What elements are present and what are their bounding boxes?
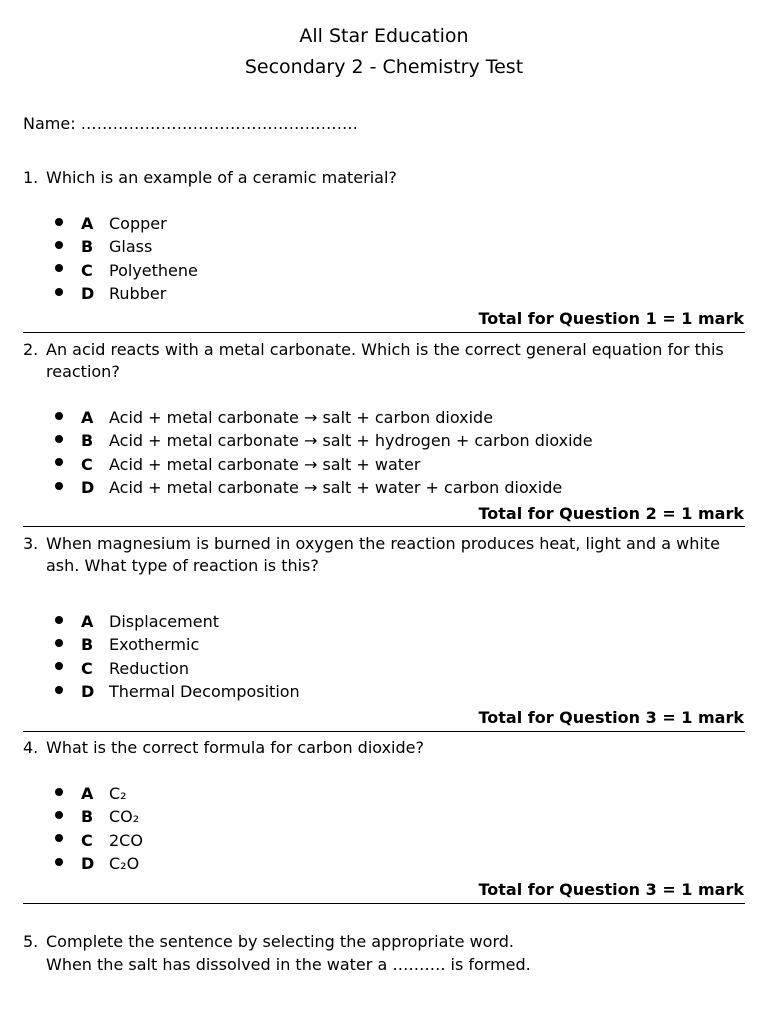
question-1 xyxy=(23,167,743,189)
question-text-line-2: When the salt has dissolved in the water a ………. is formed. xyxy=(46,955,531,974)
question-text: Which is an example of a ceramic material? xyxy=(46,168,397,187)
option-letter: C xyxy=(81,830,93,850)
question-text: When magnesium is burned in oxygen the reaction produces heat, light and a white ash. What type of reaction is this? xyxy=(46,534,720,575)
option-c[interactable] xyxy=(55,259,198,282)
option-text: Acid + metal carbonate → salt + carbon dioxide xyxy=(109,408,494,427)
question-5 xyxy=(23,931,743,976)
option-text: CO₂ xyxy=(109,807,140,827)
option-letter: A xyxy=(81,408,94,427)
option-letter: C xyxy=(81,454,93,474)
option-c[interactable] xyxy=(55,829,143,852)
question-4-total: Total for Question 3 = 1 mark xyxy=(478,880,744,899)
option-text: 2CO xyxy=(109,830,143,850)
option-b[interactable] xyxy=(55,429,593,452)
option-a[interactable] xyxy=(55,610,300,633)
divider xyxy=(23,332,745,333)
option-text: Acid + metal carbonate → salt + hydrogen + carbon dioxide xyxy=(109,431,593,451)
option-letter: B xyxy=(81,431,94,451)
question-number: 5. xyxy=(23,932,39,951)
option-b[interactable] xyxy=(55,235,198,258)
test-title: Secondary 2 - Chemistry Test xyxy=(244,56,524,78)
option-a[interactable] xyxy=(55,782,143,805)
option-letter: D xyxy=(81,283,95,303)
name-field[interactable]: Name: ……………………………………………. xyxy=(23,114,358,133)
question-text: Complete the sentence by selecting the appropriate word. xyxy=(46,932,514,951)
option-text: Copper xyxy=(109,214,167,233)
option-d[interactable] xyxy=(55,476,593,499)
question-text: An acid reacts with a metal carbonate. Which is the correct general equation for this reaction? xyxy=(46,340,724,381)
option-letter: C xyxy=(81,658,93,678)
question-2 xyxy=(23,339,743,383)
option-letter: A xyxy=(81,612,94,631)
question-text: What is the correct formula for carbon dioxide? xyxy=(46,738,424,757)
option-d[interactable] xyxy=(55,852,143,875)
divider xyxy=(23,526,745,527)
question-3-total: Total for Question 3 = 1 mark xyxy=(478,708,744,727)
bullet-icon xyxy=(55,241,63,249)
bullet-icon xyxy=(55,686,63,694)
question-1-options xyxy=(55,212,198,305)
option-c[interactable] xyxy=(55,453,593,476)
question-1-total: Total for Question 1 = 1 mark xyxy=(478,309,744,328)
option-text: Thermal Decomposition xyxy=(109,681,300,701)
bullet-icon xyxy=(55,616,63,624)
option-text: Acid + metal carbonate → salt + water + carbon dioxide xyxy=(109,477,563,497)
question-4 xyxy=(23,737,743,759)
question-2-total: Total for Question 2 = 1 mark xyxy=(478,504,744,523)
question-number: 3. xyxy=(23,534,39,553)
option-letter: D xyxy=(81,853,95,873)
option-d[interactable] xyxy=(55,282,198,305)
option-b[interactable] xyxy=(55,633,300,656)
bullet-icon xyxy=(55,858,63,866)
bullet-icon xyxy=(55,264,63,272)
option-letter: D xyxy=(81,477,95,497)
bullet-icon xyxy=(55,482,63,490)
option-text: Exothermic xyxy=(109,635,200,655)
bullet-icon xyxy=(55,435,63,443)
divider xyxy=(23,731,745,732)
option-a[interactable] xyxy=(55,406,593,429)
option-text: Polyethene xyxy=(109,260,198,280)
option-letter: B xyxy=(81,635,94,655)
option-a[interactable] xyxy=(55,212,198,235)
option-letter: B xyxy=(81,237,94,257)
bullet-icon xyxy=(55,412,63,420)
question-4-options xyxy=(55,782,143,875)
bullet-icon xyxy=(55,811,63,819)
option-text: C₂O xyxy=(109,853,140,873)
option-letter: D xyxy=(81,681,95,701)
option-text: C₂ xyxy=(109,784,127,803)
bullet-icon xyxy=(55,662,63,670)
bullet-icon xyxy=(55,788,63,796)
bullet-icon xyxy=(55,639,63,647)
option-text: Reduction xyxy=(109,658,189,678)
bullet-icon xyxy=(55,834,63,842)
option-d[interactable] xyxy=(55,680,300,703)
school-name: All Star Education xyxy=(299,25,469,47)
option-letter: A xyxy=(81,784,94,803)
question-3-options xyxy=(55,610,300,703)
option-letter: C xyxy=(81,260,93,280)
option-letter: B xyxy=(81,807,94,827)
bullet-icon xyxy=(55,218,63,226)
bullet-icon xyxy=(55,458,63,466)
question-number: 4. xyxy=(23,738,39,757)
divider xyxy=(23,903,745,904)
question-number: 1. xyxy=(23,168,39,187)
option-letter: A xyxy=(81,214,94,233)
question-3 xyxy=(23,533,743,577)
question-2-options xyxy=(55,406,593,499)
option-text: Displacement xyxy=(109,612,219,631)
option-b[interactable] xyxy=(55,805,143,828)
bullet-icon xyxy=(55,288,63,296)
option-text: Glass xyxy=(109,237,153,257)
question-number: 2. xyxy=(23,340,39,359)
option-text: Rubber xyxy=(109,283,167,303)
option-text: Acid + metal carbonate → salt + water xyxy=(109,454,421,474)
option-c[interactable] xyxy=(55,657,300,680)
